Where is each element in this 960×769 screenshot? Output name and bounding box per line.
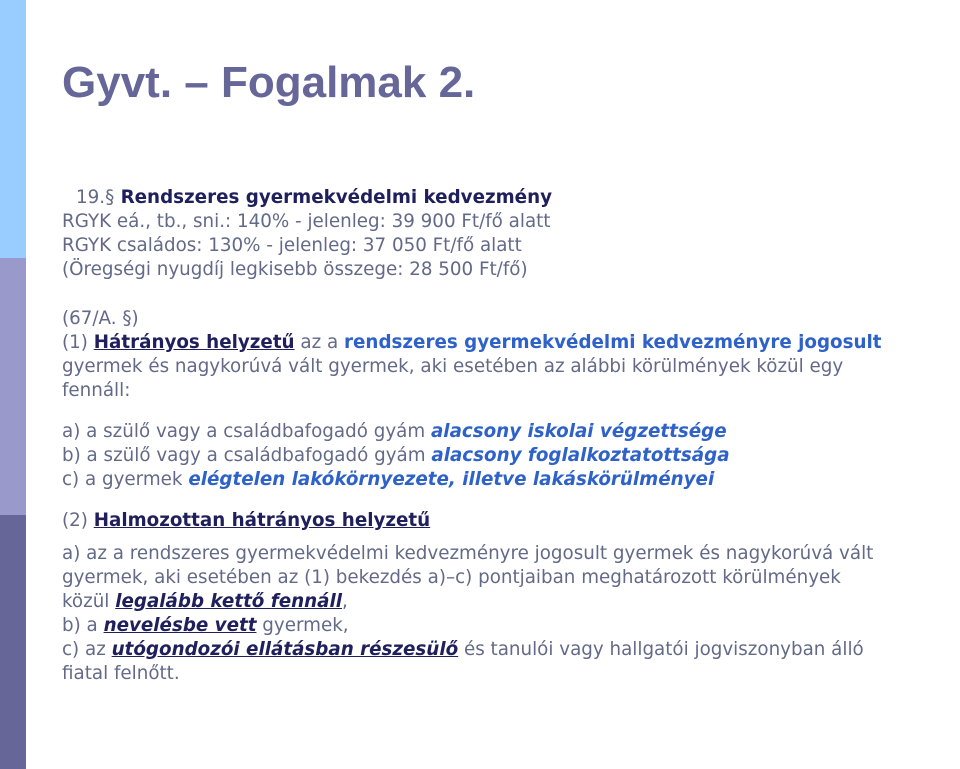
paragraph-2-heading: (2) Halmozottan hátrányos helyzetű: [62, 510, 431, 531]
side-bar-middle: [0, 258, 26, 515]
p2-c-line-1: c) az utógondozói ellátásban részesülő és tanulói vagy hallgatói jogviszonyban álló: [62, 639, 864, 660]
section-67a-ref: (67/A. §): [62, 308, 139, 329]
section-19-heading: [62, 186, 958, 210]
condition-b: b) a szülő vagy a családbafogadó gyám alacsony foglalkoztatottsága: [62, 445, 730, 466]
p2-b-line: b) a nevelésbe vett gyermek,: [62, 615, 349, 636]
p2-a-line-2: gyermek, aki esetében az (1) bekezdés a)–c) pontjaiban meghatározott körülmények: [62, 567, 841, 588]
paragraph-symbol: §: [105, 187, 115, 208]
slide-title: Gyvt. – Fogalmak 2.: [62, 58, 476, 107]
term-multiply-disadvantaged: Halmozottan hátrányos helyzetű: [93, 510, 431, 531]
section-heading: Rendszeres gyermekvédelmi kedvezmény: [114, 187, 552, 208]
term-disadvantaged: Hátrányos helyzetű: [93, 332, 295, 353]
paragraph-1-line-1: (1) Hátrányos helyzetű az a rendszeres gyermekvédelmi kedvezményre jogosult: [62, 332, 882, 353]
p2-a-line-1: a) az a rendszeres gyermekvédelmi kedvezményre jogosult gyermek és nagykorúvá vált: [62, 543, 874, 564]
condition-c: c) a gyermek elégtelen lakókörnyezete, illetve lakáskörülményei: [62, 469, 715, 490]
slide-body: [62, 186, 958, 686]
term-rgyk-eligible: rendszeres gyermekvédelmi kedvezményre jogosult: [344, 332, 882, 353]
paragraph-1-line-2: gyermek és nagykorúvá vált gyermek, aki esetében az alábbi körülmények közül egy: [62, 356, 844, 377]
paragraph-1-line-3: fennáll:: [62, 380, 131, 401]
p2-c-line-2: fiatal felnőtt.: [62, 663, 180, 684]
section-number: 19.: [76, 187, 106, 208]
side-bar-top: [0, 0, 26, 258]
p2-a-line-3: közül legalább kettő fennáll,: [62, 591, 348, 612]
side-bar-bottom: [0, 515, 26, 769]
rgyk-line-2: RGYK családos: 130% - jelenleg: 37 050 Ft/fő alatt: [62, 235, 522, 256]
rgyk-line-1: RGYK eá., tb., sni.: 140% - jelenleg: 39 900 Ft/fő alatt: [62, 211, 551, 232]
pension-line: (Öregségi nyugdíj legkisebb összege: 28 500 Ft/fő): [62, 259, 528, 280]
condition-a: a) a szülő vagy a családbafogadó gyám alacsony iskolai végzettsége: [62, 421, 727, 442]
